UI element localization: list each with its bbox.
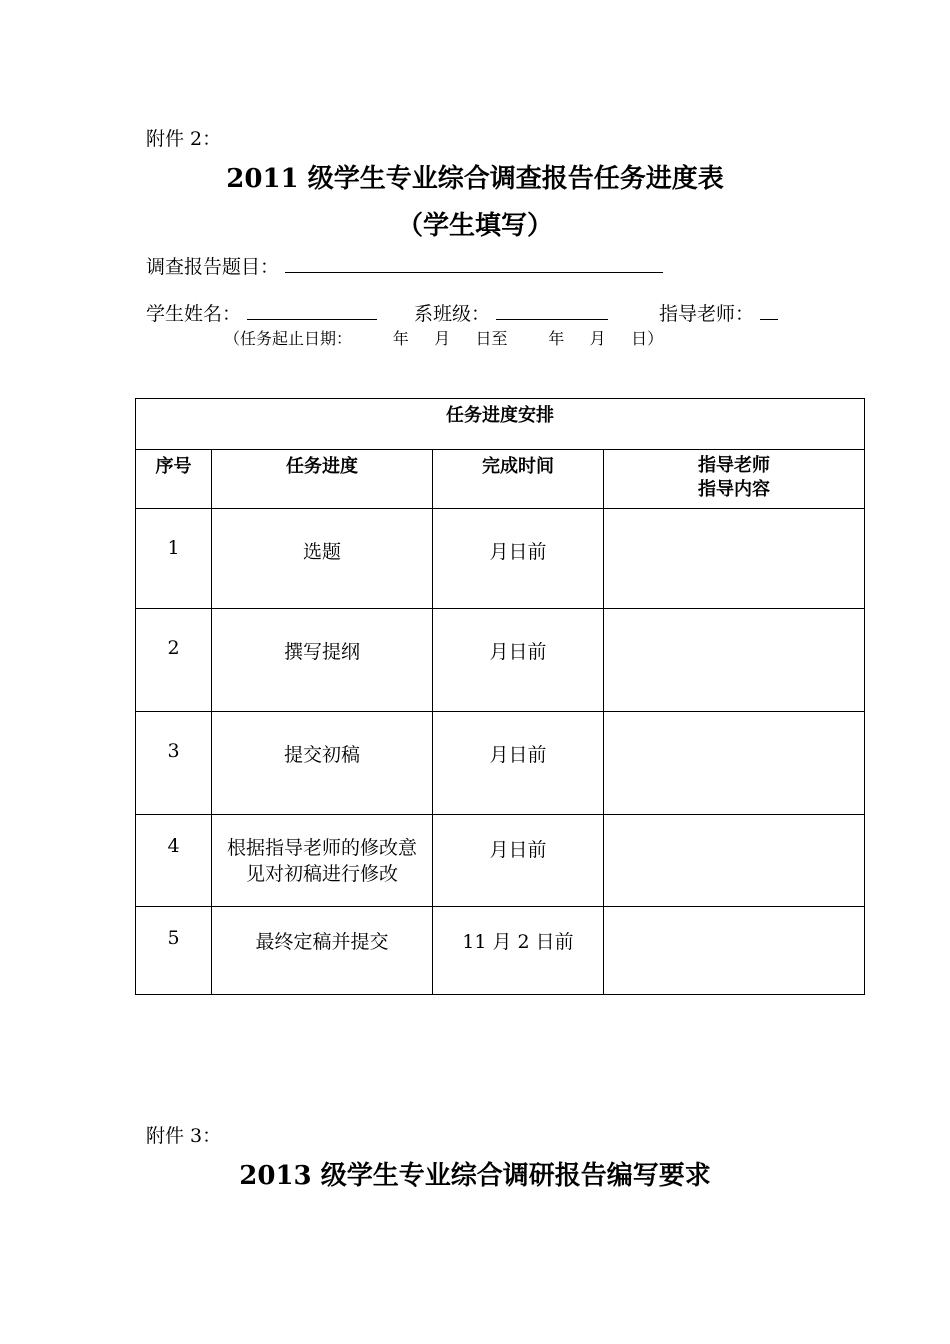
row-guide[interactable]	[604, 907, 865, 995]
row-time: 月日前	[433, 509, 604, 609]
row-time: 月日前	[433, 609, 604, 712]
topic-row	[146, 252, 663, 279]
row-time: 月日前	[433, 815, 604, 907]
topic-label: 调查报告题目：	[146, 256, 280, 278]
table-caption: 任务进度安排	[136, 399, 865, 450]
row-time: 月日前	[433, 712, 604, 815]
class-row	[414, 299, 608, 326]
student-name-field[interactable]	[247, 301, 377, 320]
table-header-row	[136, 450, 865, 509]
table-row	[136, 712, 865, 815]
table-caption-row	[136, 399, 865, 450]
table-row	[136, 815, 865, 907]
header-guide-line1: 指导老师	[698, 455, 770, 476]
row-no: 3	[136, 712, 212, 815]
advisor-row	[659, 299, 778, 326]
row-guide[interactable]	[604, 609, 865, 712]
row-task: 根据指导老师的修改意见对初稿进行修改	[212, 815, 433, 907]
student-name-row	[146, 299, 377, 326]
advisor-field[interactable]	[760, 301, 778, 320]
row-time: 11 月 2 日前	[433, 907, 604, 995]
attachment-3-title: 2013 级学生专业综合调研报告编写要求	[239, 1161, 711, 1191]
row-task: 提交初稿	[212, 712, 433, 815]
header-task: 任务进度	[212, 450, 433, 509]
task-schedule-table	[135, 398, 865, 995]
row-no: 2	[136, 609, 212, 712]
student-name-label: 学生姓名：	[146, 303, 242, 325]
row-no: 1	[136, 509, 212, 609]
row-guide[interactable]	[604, 712, 865, 815]
row-task: 最终定稿并提交	[212, 907, 433, 995]
header-guide-line2: 指导内容	[698, 479, 770, 500]
attachment-3-label: 附件 3：	[146, 1125, 222, 1147]
class-field[interactable]	[496, 301, 608, 320]
form-subtitle: （学生填写）	[396, 211, 553, 241]
row-guide[interactable]	[604, 815, 865, 907]
class-label: 系班级：	[414, 303, 491, 325]
table-row	[136, 509, 865, 609]
row-no: 5	[136, 907, 212, 995]
row-task: 选题	[212, 509, 433, 609]
form-title: 2011 级学生专业综合调查报告任务进度表	[226, 164, 724, 194]
header-guide	[604, 450, 865, 509]
advisor-label: 指导老师：	[659, 303, 755, 325]
row-guide[interactable]	[604, 509, 865, 609]
header-time: 完成时间	[433, 450, 604, 509]
row-task: 撰写提纲	[212, 609, 433, 712]
attachment-2-label: 附件 2：	[146, 128, 222, 150]
row-no: 4	[136, 815, 212, 907]
table-row	[136, 609, 865, 712]
topic-field[interactable]	[285, 254, 663, 273]
table-row	[136, 907, 865, 995]
header-no: 序号	[136, 450, 212, 509]
task-dates-line: （任务起止日期： 年 月 日至 年 月 日）	[224, 329, 664, 348]
